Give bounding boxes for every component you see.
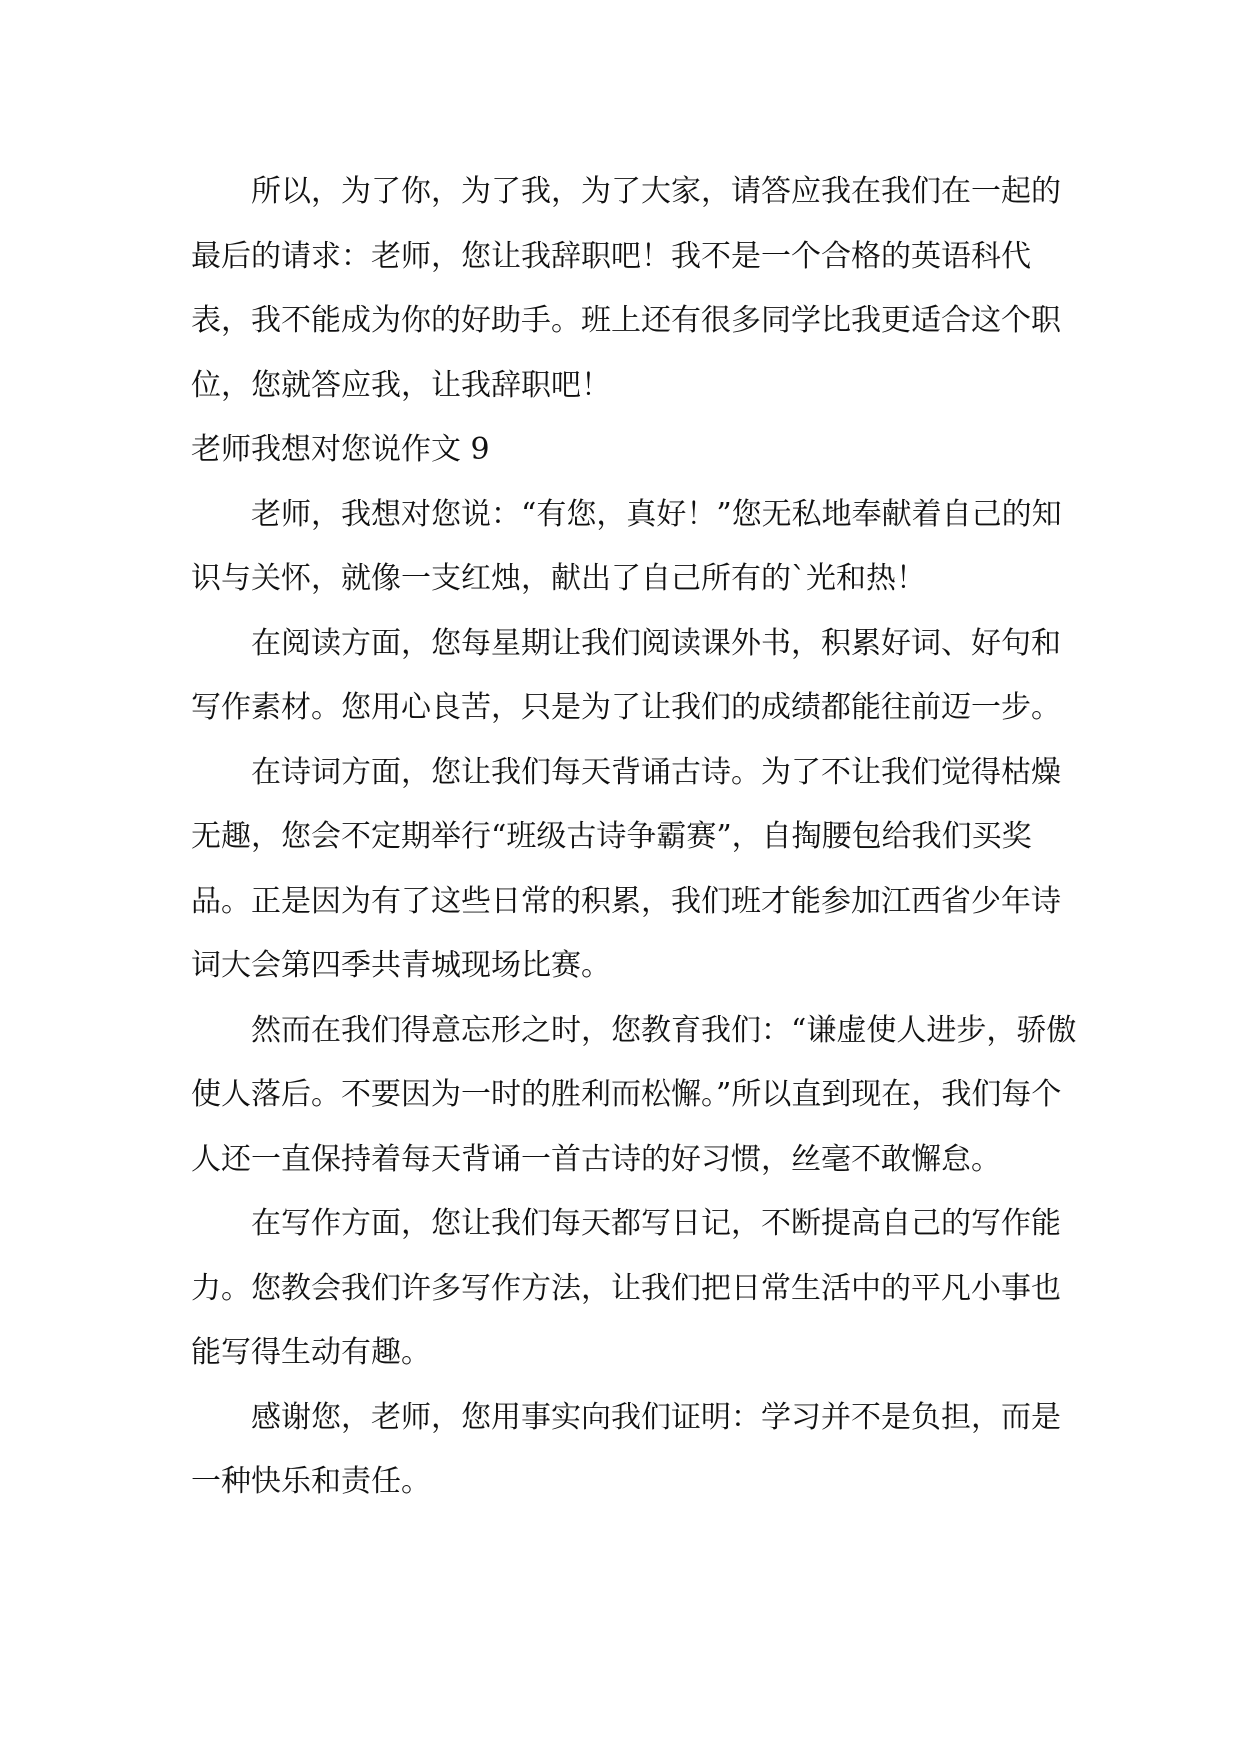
paragraph-thanks: 感谢您，老师，您用事实向我们证明：学习并不是负担，而是一种快乐和责任。 (191, 1399, 1061, 1499)
paragraph-humility: 然而在我们得意忘形之时，您教育我们：“谦虚使人进步，骄傲使人落后。不要因为一时的胜利而松懈。”所以直到现在，我们每个人还一直保持着每天背诵一首古诗的好习惯，丝毫不敢懈怠。 (191, 1012, 1077, 1177)
paragraph-reading: 在阅读方面，您每星期让我们阅读课外书，积累好词、好句和写作素材。您用心良苦，只是为了让我们的成绩都能往前迈一步。 (191, 625, 1061, 725)
paragraph-gratitude: 老师，我想对您说：“有您，真好！”您无私地奉献着自己的知识与关怀，就像一支红烛，献出了自己所有的`光和热！ (191, 496, 1062, 596)
paragraph-resignation-request: 所以，为了你，为了我，为了大家，请答应我在我们在一起的最后的请求：老师，您让我辞职吧！我不是一个合格的英语科代表，我不能成为你的好助手。班上还有很多同学比我更适合这个职位，您就答应我，让我辞职吧！ (191, 174, 1061, 403)
essay-heading: 老师我想对您说作文 9 (191, 432, 490, 467)
document-body (191, 160, 1081, 1515)
paragraph-poetry: 在诗词方面，您让我们每天背诵古诗。为了不让我们觉得枯燥无趣，您会不定期举行“班级古诗争霸赛”，自掏腰包给我们买奖品。正是因为有了这些日常的积累，我们班才能参加江西省少年诗词大会第四季共青城现场比赛。 (191, 754, 1061, 983)
paragraph-writing: 在写作方面，您让我们每天都写日记，不断提高自己的写作能力。您教会我们许多写作方法，让我们把日常生活中的平凡小事也能写得生动有趣。 (191, 1206, 1061, 1370)
